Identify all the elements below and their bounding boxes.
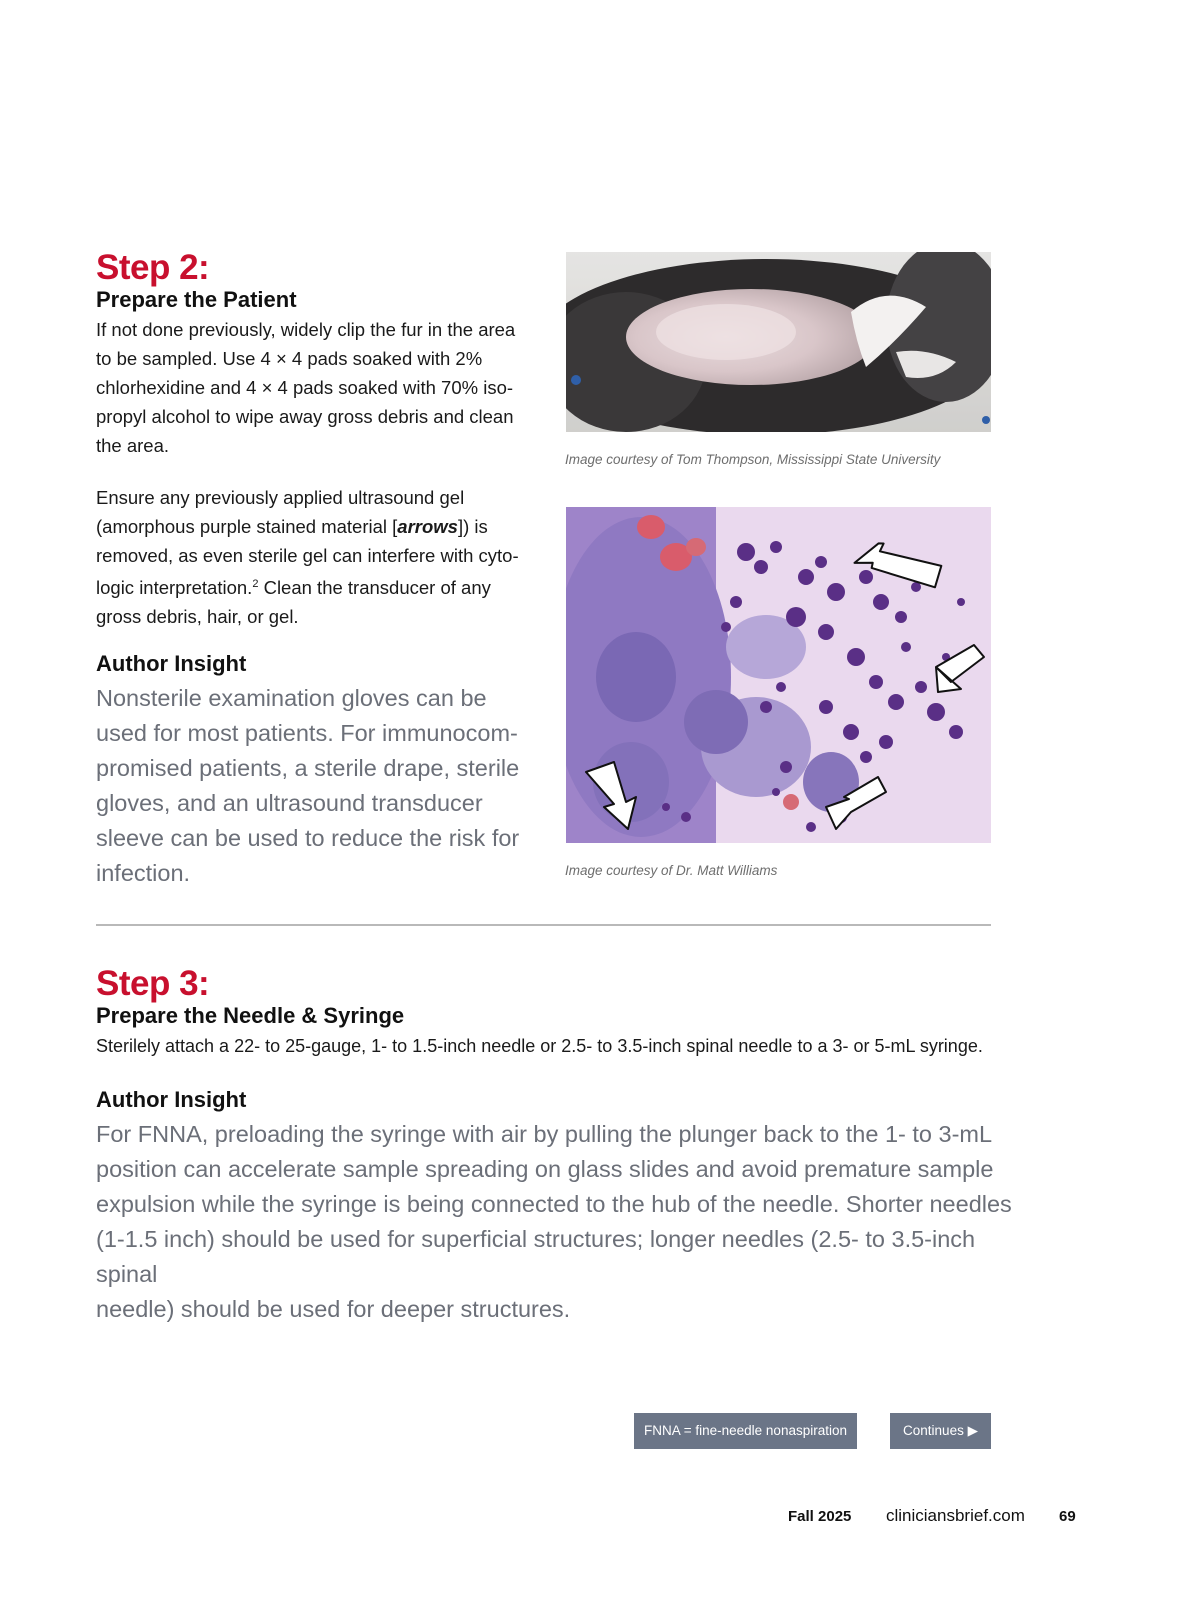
clipped-patient-photo	[566, 252, 991, 432]
text-line: infection.	[96, 860, 191, 886]
text-line	[96, 512, 536, 541]
photo2-caption: Image courtesy of Dr. Matt Williams	[565, 863, 778, 878]
step3-subtitle: Prepare the Needle & Syringe	[96, 1003, 405, 1028]
section-divider	[96, 924, 991, 926]
text-span: logic interpretation.	[96, 577, 253, 599]
text-line: (1-1.5 inch) should be used for superficial structures; longer needles (2.5- to 3.5-inch spinal	[96, 1226, 976, 1287]
abbreviation-badge: FNNA = fine-needle nonaspiration	[634, 1413, 857, 1449]
text-line: to be sampled. Use 4 × 4 pads soaked with 2%	[96, 348, 483, 369]
text-line: gross debris, hair, or gel.	[96, 606, 299, 628]
text-line: needle) should be used for deeper structures.	[96, 1296, 571, 1322]
emphasis-arrows: arrows	[397, 516, 458, 537]
text-line: For FNNA, preloading the syringe with air by pulling the plunger back to the 1- to 3-mL	[96, 1121, 993, 1147]
text-line: position can accelerate sample spreading on glass slides and avoid premature sample	[96, 1156, 994, 1182]
text-line: chlorhexidine and 4 × 4 pads soaked with 70% iso-	[96, 377, 514, 398]
text-line: If not done previously, widely clip the fur in the area	[96, 319, 516, 340]
text-line: used for most patients. For immunocom-	[96, 720, 518, 746]
text-line: gloves, and an ultrasound transducer	[96, 790, 483, 816]
cytology-graphic	[566, 507, 991, 843]
step3-insight-heading: Author Insight	[96, 1087, 247, 1112]
text-line	[96, 570, 536, 602]
footer-site-link[interactable]: cliniciansbrief.com	[886, 1506, 1025, 1525]
citation-superscript[interactable]: 2	[252, 578, 259, 590]
step2-insight-body	[96, 681, 546, 891]
photo1-caption: Image courtesy of Tom Thompson, Mississippi State University	[565, 452, 941, 467]
step3-insight-body	[96, 1117, 1016, 1327]
text-line: Nonsterile examination gloves can be	[96, 685, 487, 711]
text-line: removed, as even sterile gel can interfere with cyto-	[96, 545, 519, 566]
text-line: the area.	[96, 435, 170, 456]
footer-issue: Fall 2025	[788, 1508, 852, 1525]
text-span: ]) is	[457, 516, 488, 537]
step2-insight-heading: Author Insight	[96, 651, 247, 676]
cytology-micrograph	[566, 507, 991, 843]
step2-paragraph-1	[96, 315, 536, 460]
text-line: propyl alcohol to wipe away gross debris and clean	[96, 406, 514, 427]
step2-paragraph-2	[96, 483, 536, 631]
text-line: promised patients, a sterile drape, sterile	[96, 755, 520, 781]
page-number: 69	[1059, 1508, 1076, 1525]
step3-body: Sterilely attach a 22- to 25-gauge, 1- to 1.5-inch needle or 2.5- to 3.5-inch spinal needle to a 3- or 5-mL syringe.	[96, 1036, 983, 1056]
text-span: (amorphous purple stained material [	[96, 516, 398, 537]
continues-button[interactable]: Continues ▶	[890, 1413, 991, 1449]
text-line: expulsion while the syringe is being connected to the hub of the needle. Shorter needles	[96, 1191, 1012, 1217]
text-line: Ensure any previously applied ultrasound gel	[96, 487, 465, 508]
patient-photo-graphic	[566, 252, 991, 432]
text-line: sleeve can be used to reduce the risk for	[96, 825, 520, 851]
step3-title: Step 3:	[96, 964, 210, 1003]
step2-subtitle: Prepare the Patient	[96, 287, 297, 312]
text-span: Clean the transducer of any	[258, 577, 491, 599]
step2-title: Step 2:	[96, 248, 210, 287]
